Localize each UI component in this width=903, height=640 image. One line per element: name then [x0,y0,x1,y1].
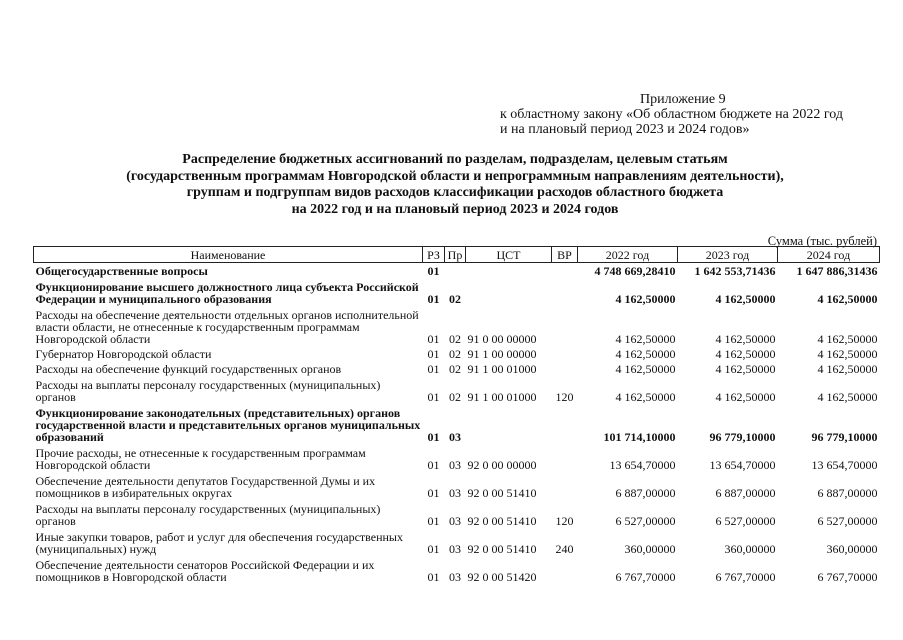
row-vr: 240 [555,542,574,556]
table-row [34,556,880,584]
row-2024: 360,00000 [826,542,878,556]
row-2024: 4 162,50000 [817,292,878,306]
row-2023: 6 767,70000 [715,570,776,584]
budget-table [33,246,880,584]
row-cst: 91 1 00 01000 [467,390,537,404]
row-vr [552,404,578,444]
units-caption: Сумма (тыс. рублей) [767,234,877,248]
row-2022: 4 162,50000 [615,390,676,404]
row-cst: 91 0 00 00000 [467,332,537,346]
header-cst: ЦСТ [466,247,552,263]
row-2022: 6 767,70000 [615,570,676,584]
row-2023: 1 642 553,71436 [694,264,776,278]
table-row [34,306,880,346]
header-vr: ВР [552,247,578,263]
row-vr: 120 [555,390,574,404]
row-pr: 02 [449,347,461,361]
row-2023: 6 527,00000 [715,514,776,528]
row-rz: 01 [427,458,440,472]
title-line-4: на 2022 год и на плановый период 2023 и 2024 годов [291,201,619,217]
row-rz: 01 [427,430,440,444]
row-pr: 03 [449,458,461,472]
row-cst: 92 0 00 51410 [467,486,537,500]
title-line-2: (государственным программам Новгородской области и непрограммным направлениям деятельности), [126,168,784,184]
row-pr [445,263,466,279]
row-2022: 360,00000 [624,542,676,556]
row-pr: 02 [449,390,461,404]
row-2023: 13 654,70000 [709,458,776,472]
row-2024: 4 162,50000 [817,332,878,346]
row-2024: 4 162,50000 [817,347,878,361]
row-cst: 92 0 00 00000 [467,458,537,472]
row-pr: 03 [449,430,461,444]
row-2022: 101 714,10000 [603,430,676,444]
row-cst: 91 1 00 00000 [467,347,537,361]
table-row [34,278,880,306]
row-2023: 4 162,50000 [715,292,776,306]
row-cst [466,404,552,444]
row-vr [552,444,578,472]
table-row [34,376,880,404]
row-rz: 01 [427,390,440,404]
appendix-line-3: и на плановый период 2023 и 2024 годов» [500,122,750,137]
row-2024: 13 654,70000 [811,458,878,472]
row-rz: 01 [427,486,440,500]
row-rz: 01 [427,362,440,376]
row-name: Иные закупки товаров, работ и услуг для обеспечения государственных (муниципальных) нужд [35,530,403,556]
table-row [34,361,880,376]
row-2023: 4 162,50000 [715,390,776,404]
row-name: Губернатор Новгородской области [35,347,212,361]
row-2022: 6 887,00000 [615,486,676,500]
row-2022: 6 527,00000 [615,514,676,528]
header-rz: РЗ [423,247,445,263]
header-2024: 2024 год [778,247,880,263]
table-row [34,500,880,528]
row-pr: 03 [449,542,461,556]
appendix-line-2: к областному закону «Об областном бюджете на 2022 год [500,107,843,122]
table-row [34,346,880,361]
row-vr: 120 [555,514,574,528]
row-2023: 4 162,50000 [715,347,776,361]
row-name: Обеспечение деятельности депутатов Государственной Думы и их помощников в избирательных округах [35,474,376,500]
row-cst: 92 0 00 51410 [467,542,537,556]
row-name: Расходы на выплаты персоналу государственных (муниципальных) органов [35,378,381,404]
row-2022: 4 162,50000 [615,362,676,376]
row-name: Функционирование высшего должностного лица субъекта Российской Федерации и муниципального образования [35,280,419,306]
appendix-number: Приложение 9 [640,92,726,107]
row-rz: 01 [427,347,440,361]
row-2024: 6 767,70000 [817,570,878,584]
row-2022: 4 748 669,28410 [594,264,676,278]
header-2023: 2023 год [678,247,778,263]
row-2022: 13 654,70000 [609,458,676,472]
row-name: Функционирование законодательных (представительных) органов государственной власти и представительных органов муниципальных образований [35,406,421,444]
row-cst: 91 1 00 01000 [467,362,537,376]
row-name: Расходы на выплаты персоналу государственных (муниципальных) органов [35,502,381,528]
row-2024: 4 162,50000 [817,362,878,376]
row-pr: 03 [449,486,461,500]
row-pr: 03 [449,570,461,584]
row-cst [466,263,552,279]
header-2022: 2022 год [578,247,678,263]
row-cst: 92 0 00 51420 [467,570,537,584]
row-2024: 4 162,50000 [817,390,878,404]
row-2024: 6 887,00000 [817,486,878,500]
row-2022: 4 162,50000 [615,332,676,346]
row-vr [552,306,578,346]
row-vr [552,278,578,306]
row-vr [552,472,578,500]
row-pr: 02 [449,362,461,376]
row-name: Общегосударственные вопросы [35,264,208,278]
row-rz: 01 [427,292,440,306]
row-2024: 6 527,00000 [817,514,878,528]
title-line-1: Распределение бюджетных ассигнований по разделам, подразделам, целевым статьям [182,152,728,167]
table-header-row [34,247,880,263]
row-name: Расходы на обеспечение деятельности отдельных органов исполнительной власти области, не отнесенные к государственным программам Новгородской области [35,308,419,346]
row-cst [466,278,552,306]
row-rz: 01 [427,264,440,278]
row-vr [552,346,578,361]
row-rz: 01 [427,332,440,346]
header-name: Наименование [34,247,423,263]
row-2023: 4 162,50000 [715,332,776,346]
row-2023: 96 779,10000 [709,430,776,444]
row-cst: 92 0 00 51410 [467,514,537,528]
appendix-header [500,92,890,137]
row-name: Обеспечение деятельности сенаторов Российской Федерации и их помощников в Новгородской области [35,558,375,584]
table-row [34,472,880,500]
table-row [34,404,880,444]
row-rz: 01 [427,570,440,584]
table-row [34,444,880,472]
row-vr [552,361,578,376]
row-rz: 01 [427,542,440,556]
table-row [34,263,880,279]
document-title [40,152,870,218]
row-2023: 4 162,50000 [715,362,776,376]
row-pr: 03 [449,514,461,528]
row-rz: 01 [427,514,440,528]
row-2022: 4 162,50000 [615,292,676,306]
row-2023: 6 887,00000 [715,486,776,500]
row-name: Прочие расходы, не отнесенные к государственным программам Новгородской области [35,446,366,472]
row-2024: 1 647 886,31436 [796,264,878,278]
row-2022: 4 162,50000 [615,347,676,361]
header-pr: Пр [445,247,466,263]
table-row [34,528,880,556]
row-pr: 02 [449,332,461,346]
row-vr [552,556,578,584]
row-vr [552,263,578,279]
title-line-3: группам и подгруппам видов расходов классификации расходов областного бюджета [186,185,724,200]
row-name: Расходы на обеспечение функций государственных органов [35,362,342,376]
row-2023: 360,00000 [724,542,776,556]
row-pr: 02 [449,292,461,306]
row-2024: 96 779,10000 [811,430,878,444]
